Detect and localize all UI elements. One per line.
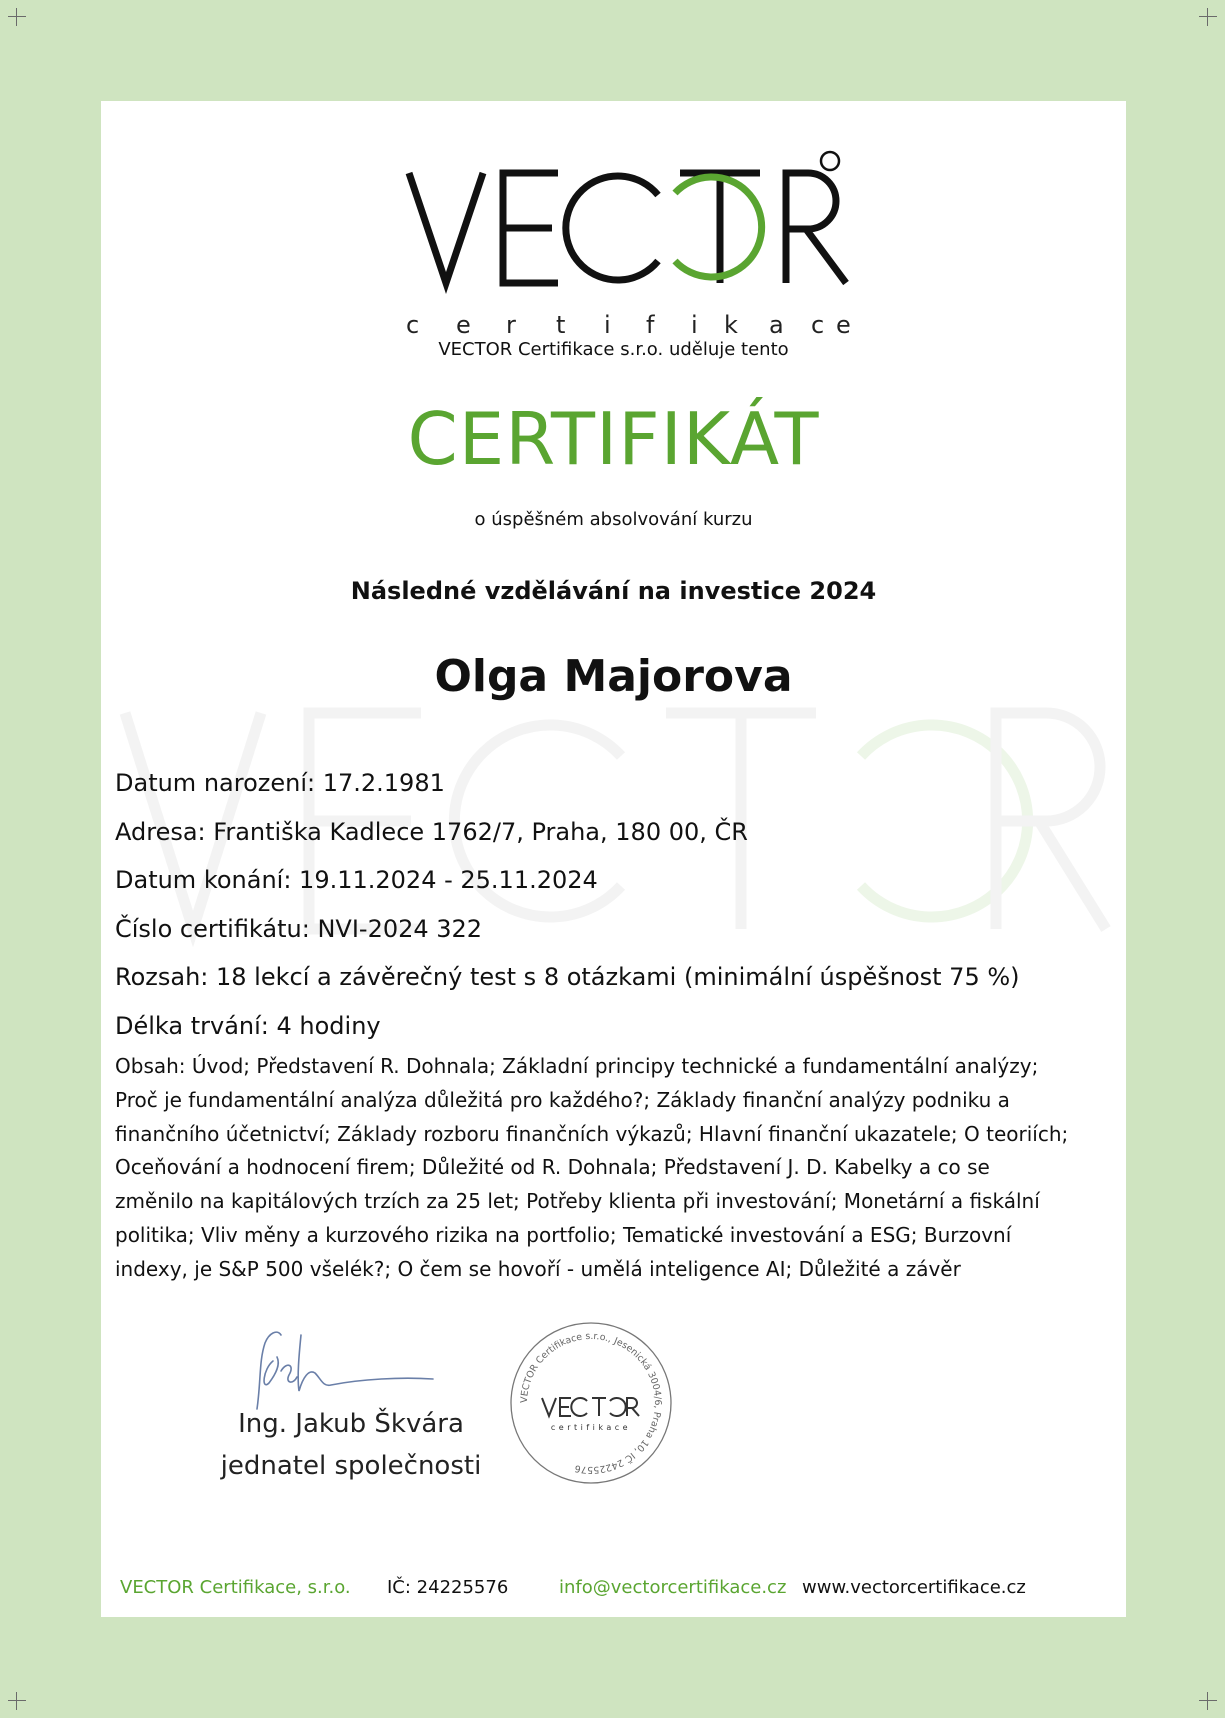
registered-mark-icon [821,152,839,170]
content-line: Proč je fundamentální analýza důležitá pro každého?; Základy finanční analýzy podniku a [115,1087,1010,1112]
course-name: Následné vzdělávání na investice 2024 [350,577,877,605]
certificate-title: CERTIFIKÁT [407,397,820,481]
crop-mark-bottom-right [1199,1692,1217,1710]
certificate-sheet [101,101,1126,1617]
signatory-role: jednatel společnosti [220,1451,482,1481]
stamp-subword: certifikace [550,1423,632,1432]
detail-duration: Délka trvání: 4 hodiny [115,1011,381,1040]
content-line: Obsah: Úvod; Představení R. Dohnala; Základní principy technické a fundamentální analýzy; [115,1054,1039,1078]
footer-email[interactable]: info@vectorcertifikace.cz [559,1577,787,1598]
course-content [115,1050,1115,1287]
content-line: změnilo na kapitálových trzích za 25 let; Potřeby klienta při investování; Monetární a fiskální [115,1189,1040,1214]
footer-ic: IČ: 24225576 [387,1577,509,1598]
recipient-name: Olga Majorova [434,651,793,702]
detail-birth-date: Datum narození: 17.2.1981 [115,769,445,797]
vector-logo [406,153,851,363]
footer [101,1577,1126,1601]
crop-mark-top-left [8,8,26,26]
detail-scope: Rozsah: 18 lekcí a závěrečný test s 8 otázkami (minimální úspěšnost 75 %) [115,963,1020,991]
issuer-line: VECTOR Certifikace s.r.o. uděluje tento [438,339,789,360]
detail-certificate-number: Číslo certifikátu: NVI-2024 322 [115,914,483,943]
signatory-name: Ing. Jakub Škvára [238,1409,464,1439]
stamp-logo [542,1398,639,1416]
crop-mark-bottom-left [8,1692,26,1710]
footer-company: VECTOR Certifikace, s.r.o. [120,1577,351,1598]
footer-website[interactable]: www.vectorcertifikace.cz [802,1577,1026,1598]
content-line: indexy, je S&P 500 všelék?; O čem se hovoří - umělá inteligence AI; Důležité a závěr [115,1256,961,1281]
detail-course-dates: Datum konání: 19.11.2024 - 25.11.2024 [115,866,598,894]
content-line: finančního účetnictví; Základy rozboru finančních výkazů; Hlavní finanční ukazatele; O teoriích; [115,1121,1069,1146]
signature-image [251,1321,531,1411]
content-line: politika; Vliv měny a kurzového rizika na portfolio; Tematické investování a ESG; Burzovní [115,1222,1012,1247]
stamp-ring-text: VECTOR Certifikace s.r.o., Jesenická 3004/6, Praha 10, IČ 24225576 [518,1330,664,1476]
logo-subword: c e r t i f i k a c e [406,311,851,339]
detail-list [115,759,1115,1050]
certificate-subtitle: o úspěšném absolvování kurzu [474,509,753,530]
content-line: Oceňování a hodnocení firem; Důležité od R. Dohnala; Představení J. D. Kabelky a co se [115,1155,990,1180]
crop-mark-top-right [1199,8,1217,26]
company-stamp [506,1318,676,1488]
detail-address: Adresa: Františka Kadlece 1762/7, Praha, 180 00, ČR [115,817,748,846]
